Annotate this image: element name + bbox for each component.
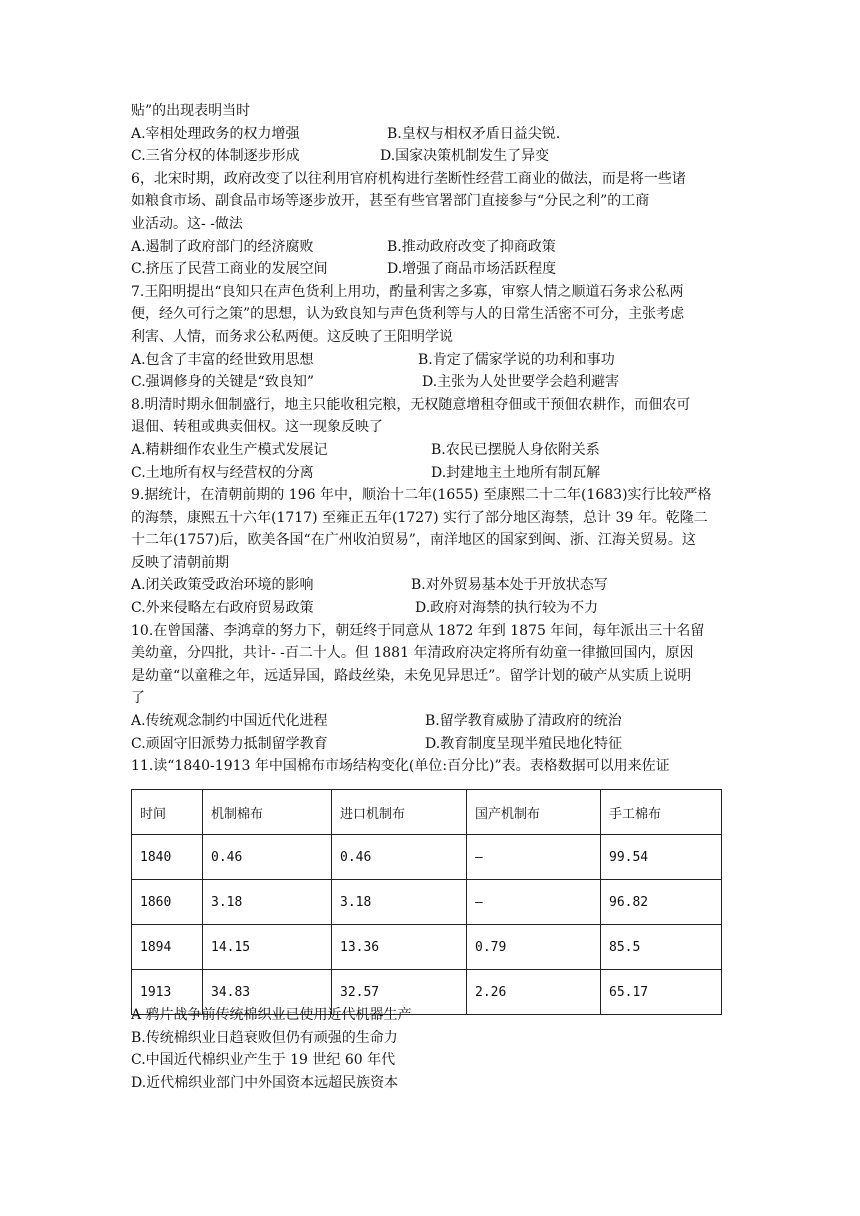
q5-option-b[interactable]: B.皇权与相权矛盾日益尖锐.: [387, 125, 561, 142]
q7-options-row2: [131, 371, 731, 394]
q7-option-c[interactable]: C.强调修身的关键是“致良知”: [131, 374, 314, 391]
q10-stem-line2: 美幼童，分四批，共计- -百二十人。但 1881 年清政府决定将所有幼童一律撤回国内，原因: [131, 645, 694, 662]
table-cell: 32.57: [332, 970, 467, 1015]
q7-stem-line3: 利害、人情，而务求公私两便。这反映了王阳明学说: [131, 328, 453, 345]
table-cell: 34.83: [203, 970, 332, 1015]
table-cell: —: [467, 880, 601, 925]
q8-stem-line1: 8.明清时期永佃制盛行，地主只能收租完粮，无权随意增租夺佃或干预佃农耕作，而佃农可: [131, 396, 691, 413]
q9-option-c[interactable]: C.外来侵略左右政府贸易政策: [131, 600, 314, 617]
table-row: [132, 835, 722, 880]
q8-stem-line2: 退佃、转租或典卖佃权。这一现象反映了: [131, 419, 383, 436]
table-cell: 0.46: [203, 835, 332, 880]
q7-option-b[interactable]: B.肯定了儒家学说的功利和事功: [418, 351, 615, 368]
q5-stem-tail: 贴”的出现表明当时: [131, 103, 251, 119]
table-cell: 65.17: [601, 970, 722, 1015]
table-header-cell: 进口机制布: [332, 790, 467, 835]
q5-option-a[interactable]: A.宰相处理政务的权力增强: [131, 125, 300, 142]
q6-stem-line3: 业活动。这- -做法: [131, 215, 243, 232]
table-header-cell: 时间: [132, 790, 203, 835]
q9-stem-line1: 9.据统计，在清朝前期的 196 年中，顺治十二年(1655) 至康熙二十二年(1683)实行比较严格: [131, 487, 712, 504]
q10-option-d[interactable]: D.教育制度呈现半殖民地化特征: [425, 735, 623, 752]
q8-options-row2: [131, 462, 731, 485]
table-header-cell: 国产机制布: [467, 790, 601, 835]
q9-options-row1: [131, 574, 731, 597]
q5-options-row2: [131, 145, 731, 168]
table-cell: —: [467, 835, 601, 880]
q6-option-b[interactable]: B.推动政府改变了抑商政策: [387, 238, 556, 255]
q9-stem-line4: 反映了清朝前期: [131, 554, 229, 571]
q10-option-c[interactable]: C.顽固守旧派势力抵制留学教育: [131, 735, 328, 752]
q9-option-d[interactable]: D.政府对海禁的执行较为不力: [415, 600, 599, 617]
q9-option-b[interactable]: B.对外贸易基本处于开放状态写: [411, 577, 608, 594]
q10-option-a[interactable]: A.传统观念制约中国近代化进程: [131, 713, 328, 730]
table-cell: 2.26: [467, 970, 601, 1015]
table-header-cell: 机制棉布: [203, 790, 332, 835]
q11-option-b[interactable]: B.传统棉织业日趋衰败但仍有顽强的生命力: [131, 1029, 398, 1046]
table-cell: 3.18: [332, 880, 467, 925]
q8-option-b[interactable]: B.农民已摆脱人身依附关系: [431, 441, 600, 458]
table-cell: 1860: [132, 880, 203, 925]
q5-option-d[interactable]: D.国家决策机制发生了异变: [380, 148, 550, 165]
question-sheet: [131, 100, 731, 778]
q5-option-c[interactable]: C.三省分权的体制逐步形成: [131, 148, 300, 165]
q10-options-row1: [131, 710, 731, 733]
q6-option-a[interactable]: A.遏制了政府部门的经济腐败: [131, 238, 314, 255]
table-header-cell: 手工棉布: [601, 790, 722, 835]
table-cell: 1894: [132, 925, 203, 970]
q6-options-row2: [131, 258, 731, 281]
q6-option-c[interactable]: C.挤压了民营工商业的发展空间: [131, 261, 328, 278]
table-row: [132, 925, 722, 970]
table-cell: 3.18: [203, 880, 332, 925]
q6-stem-line1: 6，北宋时期，政府改变了以往利用官府机构进行垄断性经营工商业的做法，而是将一些诸: [131, 170, 686, 187]
q8-option-d[interactable]: D.封建地主土地所有制瓦解: [431, 464, 601, 481]
table-cell: 0.46: [332, 835, 467, 880]
table-cell: 14.15: [203, 925, 332, 970]
q7-options-row1: [131, 349, 731, 372]
q11-option-d[interactable]: D.近代棉织业部门中外国资本远超民族资本: [131, 1074, 399, 1091]
q9-option-a[interactable]: A.闭关政策受政治环境的影响: [131, 577, 314, 594]
q7-option-a[interactable]: A.包含了丰富的经世致用思想: [131, 351, 314, 368]
q7-stem-line2: 便，经久可行之策”的思想，认为致良知与声色货利等与人的日常生活密不可分，主张考虑: [131, 306, 685, 323]
table-row: [132, 880, 722, 925]
table-cell: 96.82: [601, 880, 722, 925]
q10-options-row2: [131, 733, 731, 756]
q9-options-row2: [131, 597, 731, 620]
q9-stem-line3: 十二年(1757)后，欧美各国“在广州收泊贸易”，南洋地区的国家到闽、浙、江海关贸易。这: [131, 532, 696, 549]
cotton-market-table: [131, 789, 722, 1015]
q6-stem-line2: 如粮食市场、副食品市场等逐步放开，甚至有些官署部门直接参与“分民之利”的工商: [131, 193, 650, 210]
q8-option-c[interactable]: C.土地所有权与经营权的分离: [131, 464, 314, 481]
q11-options: [131, 1004, 731, 1094]
q7-option-d[interactable]: D.主张为人处世要学会趋利避害: [422, 374, 620, 391]
table-cell: 85.5: [601, 925, 722, 970]
q11-stem: 11.读“1840-1913 年中国棉布市场结构变化(单位:百分比)”表。表格数据可以用来佐证: [131, 758, 670, 775]
q5-options-row1: [131, 123, 731, 146]
table-cell: 1840: [132, 835, 203, 880]
table-cell: 99.54: [601, 835, 722, 880]
q6-option-d[interactable]: D.增强了商品市场活跃程度: [387, 261, 557, 278]
q6-options-row1: [131, 236, 731, 259]
q8-option-a[interactable]: A.精耕细作农业生产模式发展记: [131, 441, 328, 458]
table-cell: 0.79: [467, 925, 601, 970]
q7-stem-line1: 7.王阳明提出“良知只在声色货利上用功，酌量利害之多寡，审察人情之顺道石务求公私两: [131, 283, 684, 300]
q8-options-row1: [131, 439, 731, 462]
table-cell: 1913: [132, 970, 203, 1015]
q9-stem-line2: 的海禁，康熙五十六年(1717) 至雍正五年(1727) 实行了部分地区海禁，总计 39 年。乾隆二: [131, 509, 708, 526]
q11-option-c[interactable]: C.中国近代棉织业产生于 19 世纪 60 年代: [131, 1052, 396, 1069]
table-cell: 13.36: [332, 925, 467, 970]
q10-stem-line3: 是幼童“以童稚之年，远适异国，路歧丝染，未免见异思迁”。留学计划的破产从实质上说明: [131, 667, 692, 684]
q10-stem-line4: 了: [131, 690, 145, 707]
q10-stem-line1: 10.在曾国藩、李鸿章的努力下，朝廷终于同意从 1872 年到 1875 年间，每年派出三十名留: [131, 622, 705, 639]
q11-option-a[interactable]: A 鸦片战争前传统棉织业已使用近代机器生产: [131, 1007, 412, 1023]
table-header-row: [132, 790, 722, 835]
q10-option-b[interactable]: B.留学教育威胁了清政府的统治: [425, 713, 622, 730]
